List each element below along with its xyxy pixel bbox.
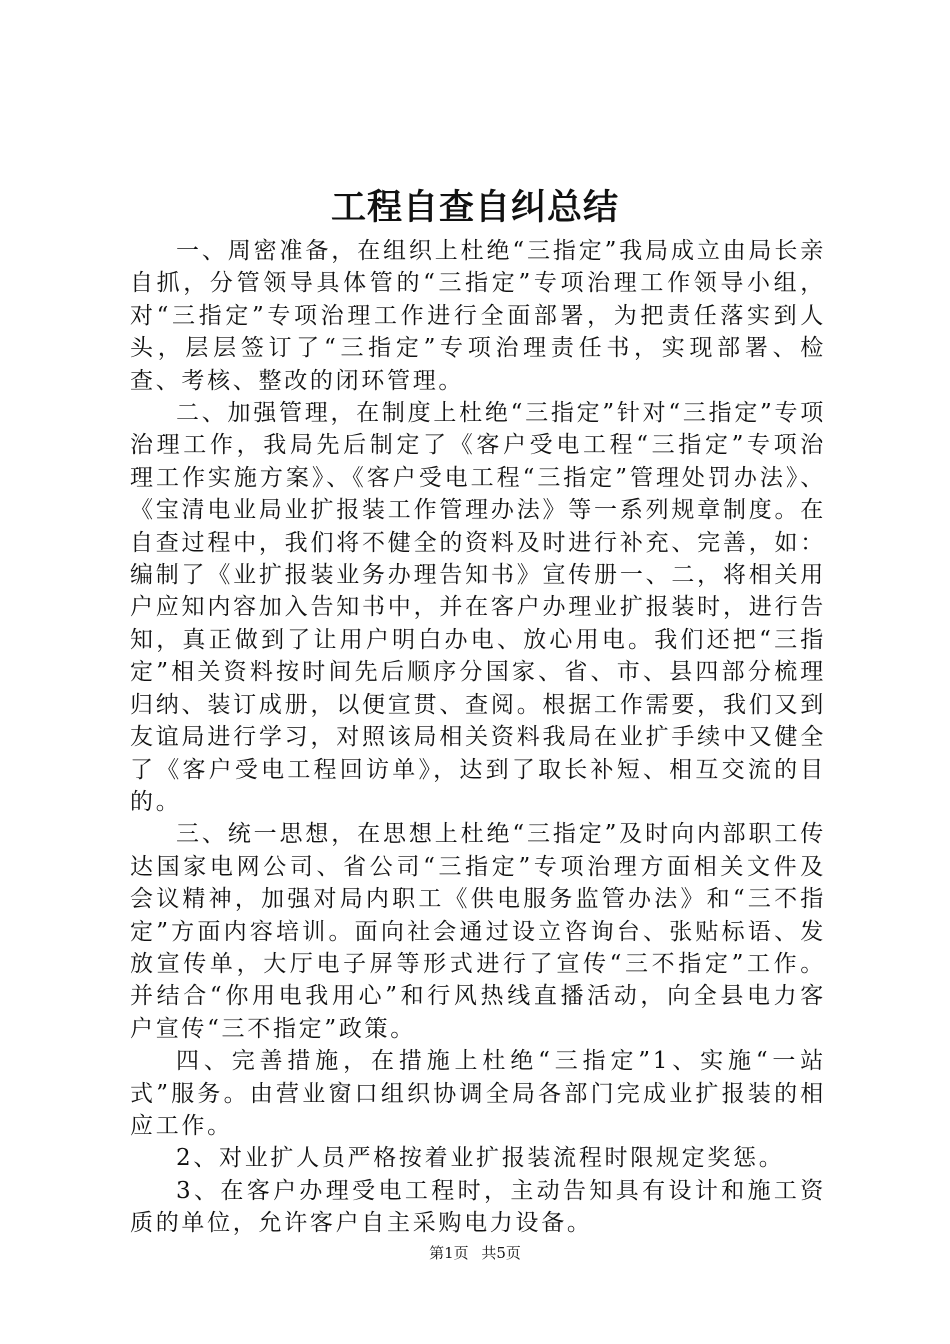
paragraph-measure-2: 2、对业扩人员严格按着业扩报装流程时限规定奖惩。 bbox=[176, 1145, 785, 1172]
paragraph-measures: 四、完善措施，在措施上杜绝“三指定”1、实施“一站式”服务。由营业窗口组织协调全局各部门完成业扩报装的相应工作。 bbox=[130, 1048, 826, 1139]
document-title: 工程自查自纠总结 bbox=[330, 187, 619, 228]
page-number: 第1页 bbox=[429, 1244, 469, 1262]
page-footer bbox=[0, 1243, 950, 1263]
document-body bbox=[130, 235, 826, 1240]
paragraph-preparation: 一、周密准备，在组织上杜绝“三指定”我局成立由局长亲自抓，分管领导具体管的“三指定”专项治理工作领导小组，对“三指定”专项治理工作进行全面部署，为把责任落实到人头，层层签订了“三指定”专项治理责任书，实现部署、检查、考核、整改的闭环管理。 bbox=[130, 238, 826, 394]
paragraph-measure-3: 3、在客户办理受电工程时，主动告知具有设计和施工资质的单位，允许客户自主采购电力设备。 bbox=[130, 1177, 826, 1237]
page-total: 共5页 bbox=[481, 1244, 521, 1262]
paragraph-unified-thinking: 三、统一思想，在思想上杜绝“三指定”及时向内部职工传达国家电网公司、省公司“三指定”专项治理方面相关文件及会议精神，加强对局内职工《供电服务监管办法》和“三不指定”方面内容培训。面向社会通过设立咨询台、张贴标语、发放宣传单，大厅电子屏等形式进行了宣传“三不指定”工作。并结合“你用电我用心”和行风热线直播活动，向全县电力客户宣传“三不指定”政策。 bbox=[130, 821, 826, 1042]
paragraph-management: 二、加强管理，在制度上杜绝“三指定”针对“三指定”专项治理工作，我局先后制定了《客户受电工程“三指定”专项治理工作实施方案》、《客户受电工程“三指定”管理处罚办法》、《宝清电业局业扩报装工作管理办法》等一系列规章制度。在自查过程中，我们将不健全的资料及时进行补充、完善，如：编制了《业扩报装业务办理告知书》宣传册一、二，将相关用户应知内容加入告知书中，并在客户办理业扩报装时，进行告知，真正做到了让用户明白办电、放心用电。我们还把“三指定”相关资料按时间先后顺序分国家、省、市、县四部分梳理归纳、装订成册，以便宣贯、查阅。根据工作需要，我们又到友谊局进行学习，对照该局相关资料我局在业扩手续中又健全了《客户受电工程回访单》，达到了取长补短、相互交流的目的。 bbox=[130, 400, 826, 815]
